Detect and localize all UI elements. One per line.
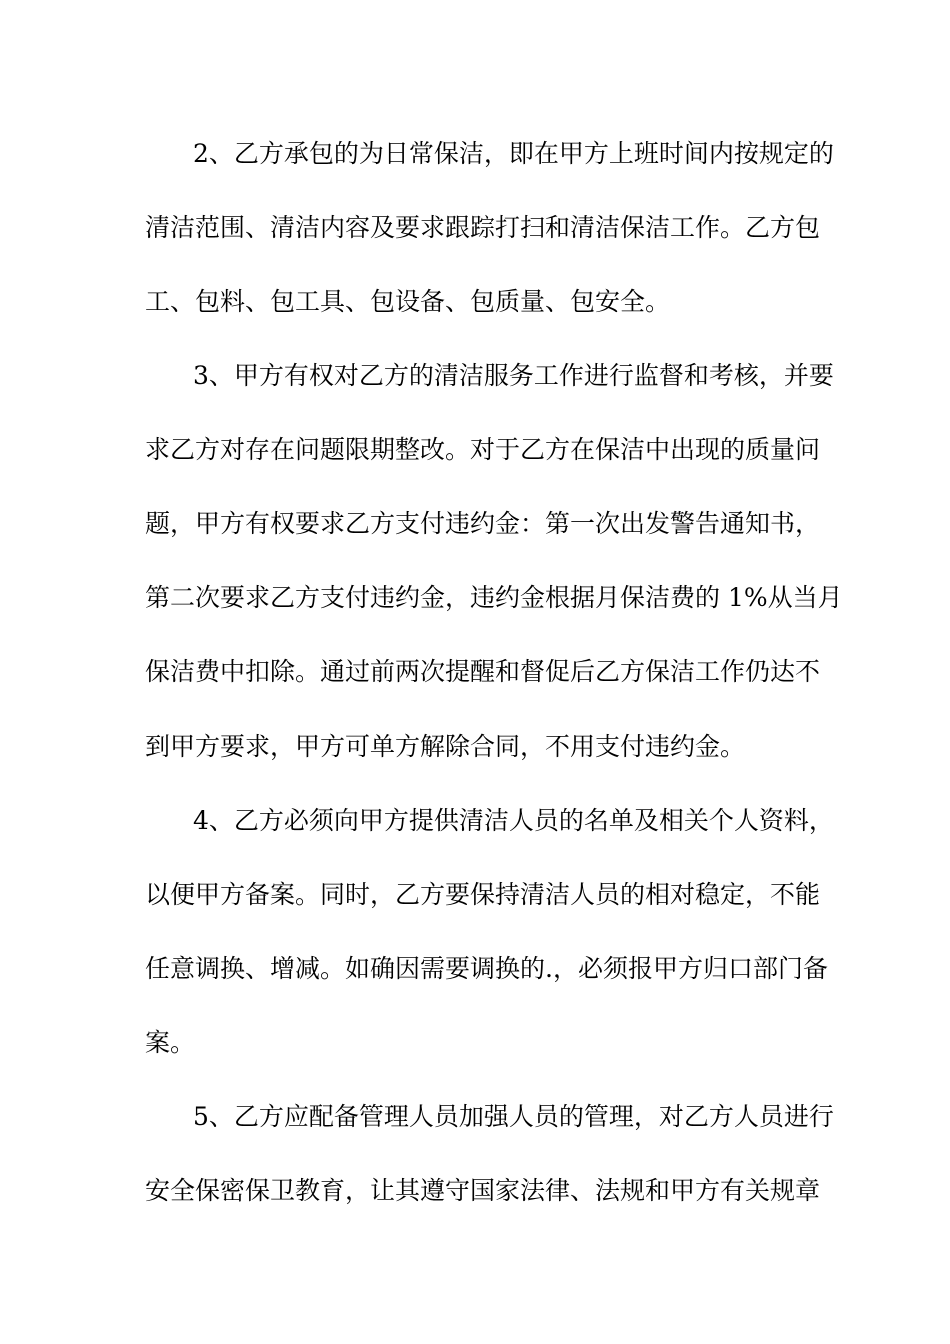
paragraph-4-line-2: 以便甲方备案。同时，乙方要保持清洁人员的相对稳定，不能 [145,880,821,909]
paragraph-5-line-2: 安全保密保卫教育，让其遵守国家法律、法规和甲方有关规章 [145,1176,821,1205]
paragraph-2-line-3: 工、包料、包工具、包设备、包质量、包安全。 [145,287,671,316]
paragraph-5-line-1: 5、乙方应配备管理人员加强人员的管理，对乙方人员进行 [193,1102,834,1131]
paragraph-3-line-4: 第二次要求乙方支付违约金，违约金根据月保洁费的 1%从当月 [145,583,843,612]
paragraph-3-line-5: 保洁费中扣除。通过前两次提醒和督促后乙方保洁工作仍达不 [145,657,821,686]
paragraph-2-line-2: 清洁范围、清洁内容及要求跟踪打扫和清洁保洁工作。乙方包 [145,213,821,242]
paragraph-2-line-1: 2、乙方承包的为日常保洁，即在甲方上班时间内按规定的 [193,139,834,168]
paragraph-3-line-1: 3、甲方有权对乙方的清洁服务工作进行监督和考核，并要 [193,361,834,390]
paragraph-3-line-2: 求乙方对存在问题限期整改。对于乙方在保洁中出现的质量问 [145,435,821,464]
paragraph-4-line-1: 4、乙方必须向甲方提供清洁人员的名单及相关个人资料， [193,806,834,835]
paragraph-3-line-6: 到甲方要求，甲方可单方解除合同，不用支付违约金。 [145,732,746,761]
paragraph-3-line-3: 题，甲方有权要求乙方支付违约金：第一次出发警告通知书， [145,509,821,538]
paragraph-4-line-4: 案。 [145,1028,196,1057]
paragraph-4-line-3: 任意调换、增减。如确因需要调换的.，必须报甲方归口部门备 [145,954,828,983]
